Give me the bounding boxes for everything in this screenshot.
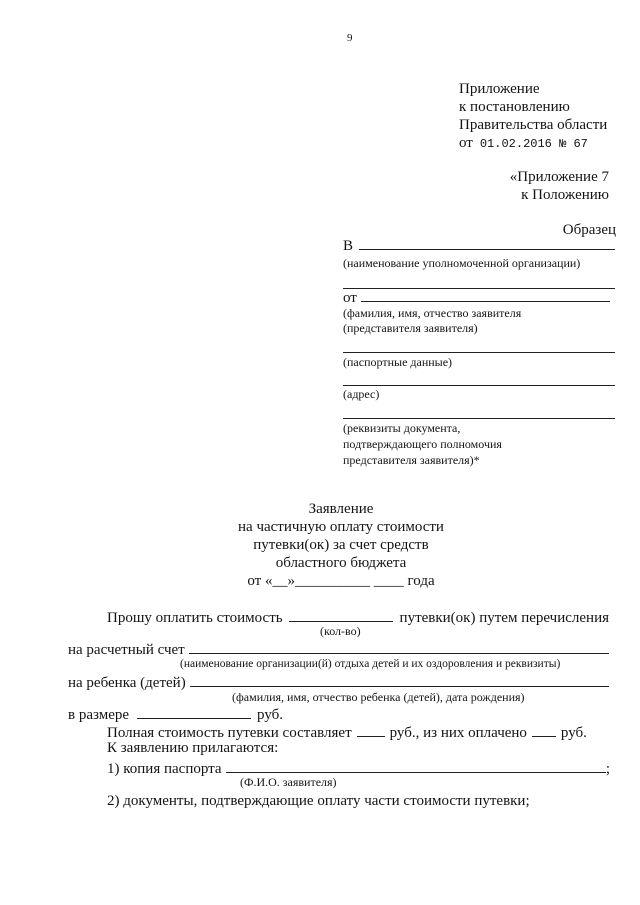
attachment-2: 2) документы, подтверждающие оплату части стоимости путевки; bbox=[107, 793, 530, 809]
resolution-date-prefix: от bbox=[459, 135, 473, 151]
title-line: на частичную оплату стоимости bbox=[238, 519, 444, 535]
caption-line: (фамилия, имя, отчество заявителя bbox=[343, 306, 522, 320]
caption-line: (представителя заявителя) bbox=[343, 321, 478, 335]
child-caption: (фамилия, имя, отчество ребенка (детей), дата рождения) bbox=[232, 690, 525, 704]
caption-line: подтверждающего полномочия bbox=[343, 437, 502, 451]
document-title bbox=[191, 500, 491, 590]
resolution-line: Приложение bbox=[459, 81, 540, 97]
resolution-header bbox=[459, 80, 607, 152]
amount-blank bbox=[137, 705, 251, 719]
addressee-to-row bbox=[343, 236, 615, 255]
amount-label: в размере bbox=[68, 707, 130, 723]
resolution-line: к постановлению bbox=[459, 99, 570, 115]
total-text-part2: руб., из них оплачено bbox=[389, 725, 527, 741]
attachment-1-caption: (Ф.И.О. заявителя) bbox=[240, 775, 337, 789]
amount-row bbox=[68, 705, 283, 724]
child-label: на ребенка (детей) bbox=[68, 675, 186, 691]
title-line: областного бюджета bbox=[275, 555, 407, 571]
sample-label: Образец bbox=[562, 222, 616, 238]
paid-amount-blank bbox=[532, 723, 556, 737]
addressee-to-caption: (наименование уполномоченной организации) bbox=[343, 256, 581, 270]
total-text-part3: руб. bbox=[560, 725, 587, 741]
request-text-before: Прошу оплатить стоимость bbox=[107, 610, 283, 626]
title-line: Заявление bbox=[308, 501, 374, 517]
addressee-to-label: В bbox=[343, 238, 354, 254]
caption-line: (реквизиты документа, bbox=[343, 421, 461, 435]
resolution-date-number: 01.02.2016 № 67 bbox=[479, 137, 588, 151]
page-number: 9 bbox=[347, 32, 353, 44]
appendix-line: «Приложение 7 bbox=[509, 169, 609, 185]
account-caption: (наименование организации(й) отдыха детей и их оздоровления и реквизиты) bbox=[180, 658, 561, 670]
resolution-line: Правительства области bbox=[459, 117, 608, 133]
blank-line bbox=[343, 418, 615, 419]
total-text-part1: Полная стоимость путевки составляет bbox=[107, 725, 352, 741]
appendix-line: к Положению bbox=[521, 187, 609, 203]
child-blank bbox=[190, 673, 609, 687]
request-text-after: путевки(ок) путем перечисления bbox=[399, 610, 609, 626]
attachments-heading: К заявлению прилагаются: bbox=[107, 740, 279, 756]
caption-line: представителя заявителя)* bbox=[343, 453, 480, 467]
resolution-date bbox=[459, 134, 607, 152]
addressee-from-label: от bbox=[343, 290, 357, 306]
blank-line bbox=[343, 352, 615, 353]
passport-caption: (паспортные данные) bbox=[343, 355, 453, 369]
blank-line bbox=[343, 385, 615, 386]
addressee-to-blank bbox=[359, 236, 615, 250]
addressee-from-row bbox=[343, 288, 610, 307]
address-caption: (адрес) bbox=[343, 387, 380, 401]
attachment-1-end: ; bbox=[605, 761, 610, 777]
addressee-from-caption bbox=[343, 306, 521, 336]
title-line: путевки(ок) за счет средств bbox=[253, 537, 429, 553]
account-blank bbox=[189, 640, 609, 654]
count-caption: (кол-во) bbox=[320, 624, 361, 638]
attachment-1-blank bbox=[226, 759, 606, 773]
amount-unit: руб. bbox=[257, 707, 284, 723]
total-cost-blank bbox=[357, 723, 385, 737]
addressee-from-blank bbox=[361, 288, 610, 302]
appendix-reference bbox=[510, 168, 609, 204]
attachment-1-row bbox=[107, 759, 610, 778]
authority-caption bbox=[343, 420, 502, 468]
title-date-line: от «__»__________ ____ года bbox=[247, 573, 435, 589]
count-blank bbox=[289, 608, 393, 622]
attachment-1-label: 1) копия паспорта bbox=[107, 761, 222, 777]
account-label: на расчетный счет bbox=[68, 642, 185, 658]
